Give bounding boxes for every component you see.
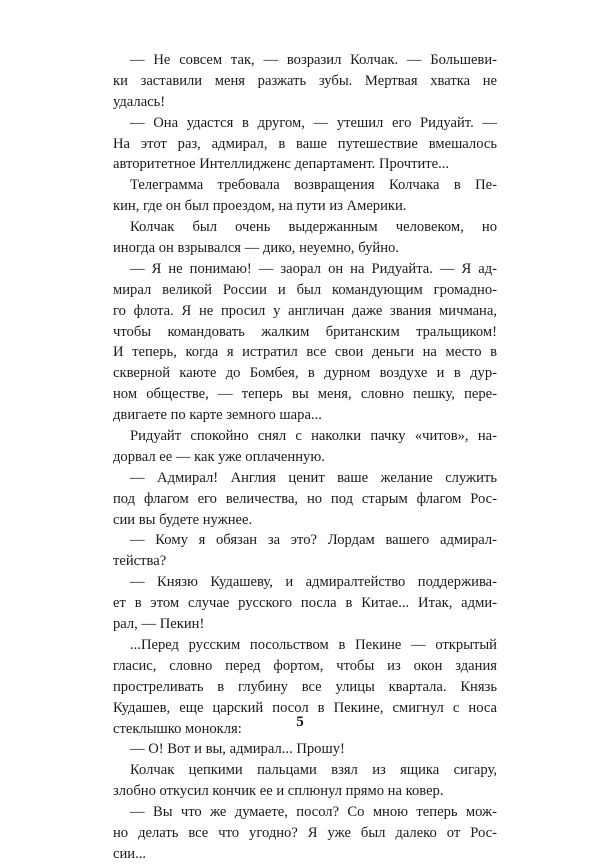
text-line: стеклышко монокля: (113, 720, 242, 737)
text-line: И теперь, когда я истратил все свои деньги на место в (113, 344, 497, 361)
text-line: простреливать в глубину все улицы квартала. Князь (113, 678, 497, 695)
text-line: Телеграмма требовала возвращения Колчака в Пе- (130, 177, 497, 194)
text-line: кин, где он был проездом, на пути из Америки. (113, 198, 407, 215)
text-line: — Она удастся в другом, — утешил его Ридуайт. — (130, 114, 497, 131)
text-line: На этот раз, адмирал, в ваше путешествие вмешалось (113, 135, 497, 152)
text-line: — Не совсем так, — возразил Колчак. — Большеви- (130, 52, 497, 68)
text-line: тейства? (113, 553, 167, 570)
text-line: — Я не понимаю! — заорал он на Ридуайта. — Я ад- (130, 260, 497, 277)
text-line: скверной каюте до Бомбея, в дурном воздухе и в дур- (113, 365, 497, 382)
text-line: злобно откусил кончик ее и сплюнул прямо на ковер. (113, 783, 444, 800)
text-line: авторитетное Интеллидженс департамент. Прочтите... (113, 156, 450, 173)
text-line: ...Перед русским посольством в Пекине — открытый (130, 636, 497, 653)
text-line: ки заставили меня разжать зубы. Мертвая хватка не (113, 72, 497, 89)
text-line: Колчак был очень выдержанным человеком, но (130, 219, 497, 236)
text-line: удалась! (113, 93, 166, 110)
text-line: — Князю Кудашеву, и адмиралтейство поддержива- (130, 574, 497, 591)
text-line: Кудашев, еще царский посол в Пекине, смигнул с носа (113, 699, 497, 716)
text-line: го флота. Я не просил у англичан даже звания мичмана, (113, 302, 497, 319)
text-line: — Адмирал! Англия ценит ваше желание служить (130, 469, 497, 486)
text-line: Колчак цепкими пальцами взял из ящика сигару, (130, 762, 497, 779)
text-line: чтобы командовать жалким британским тральщиком! (113, 323, 497, 340)
text-line: сии вы будете нужнее. (113, 511, 253, 528)
text-line: иногда он взрывался — дико, неуемно, буйно. (113, 240, 399, 257)
text-line: гласис, словно перед фортом, чтобы из окон здания (113, 657, 497, 674)
text-line: — Вы что же думаете, посол? Со мною теперь мож- (130, 804, 497, 821)
text-line: ном обществе, — теперь вы меня, словно пешку, пере- (113, 386, 497, 403)
text-line: ет в этом случае русского посла в Китае... Итак, адми- (113, 595, 497, 612)
text-line: Ридуайт спокойно снял с наколки пачку «читов», на- (130, 428, 497, 445)
text-line: мирал великой России и был командующим громадно- (113, 281, 497, 298)
text-line: — Кому я обязан за это? Лордам вашего адмирал- (130, 532, 497, 549)
text-line: двигаете по карте земного шара... (113, 407, 322, 424)
text-line: под флагом его величества, но под старым флагом Рос- (113, 490, 497, 507)
text-line: рал, — Пекин! (113, 616, 205, 633)
text-line: но делать все что угодно? Я уже был далеко от Рос- (113, 824, 497, 841)
page-text (113, 50, 497, 865)
text-line: — О! Вот и вы, адмирал... Прошу! (130, 741, 345, 758)
text-line: дорвал ее — как уже оплаченную. (113, 448, 325, 465)
page-number: 5 (296, 714, 304, 730)
text-line: сии... (113, 845, 147, 862)
